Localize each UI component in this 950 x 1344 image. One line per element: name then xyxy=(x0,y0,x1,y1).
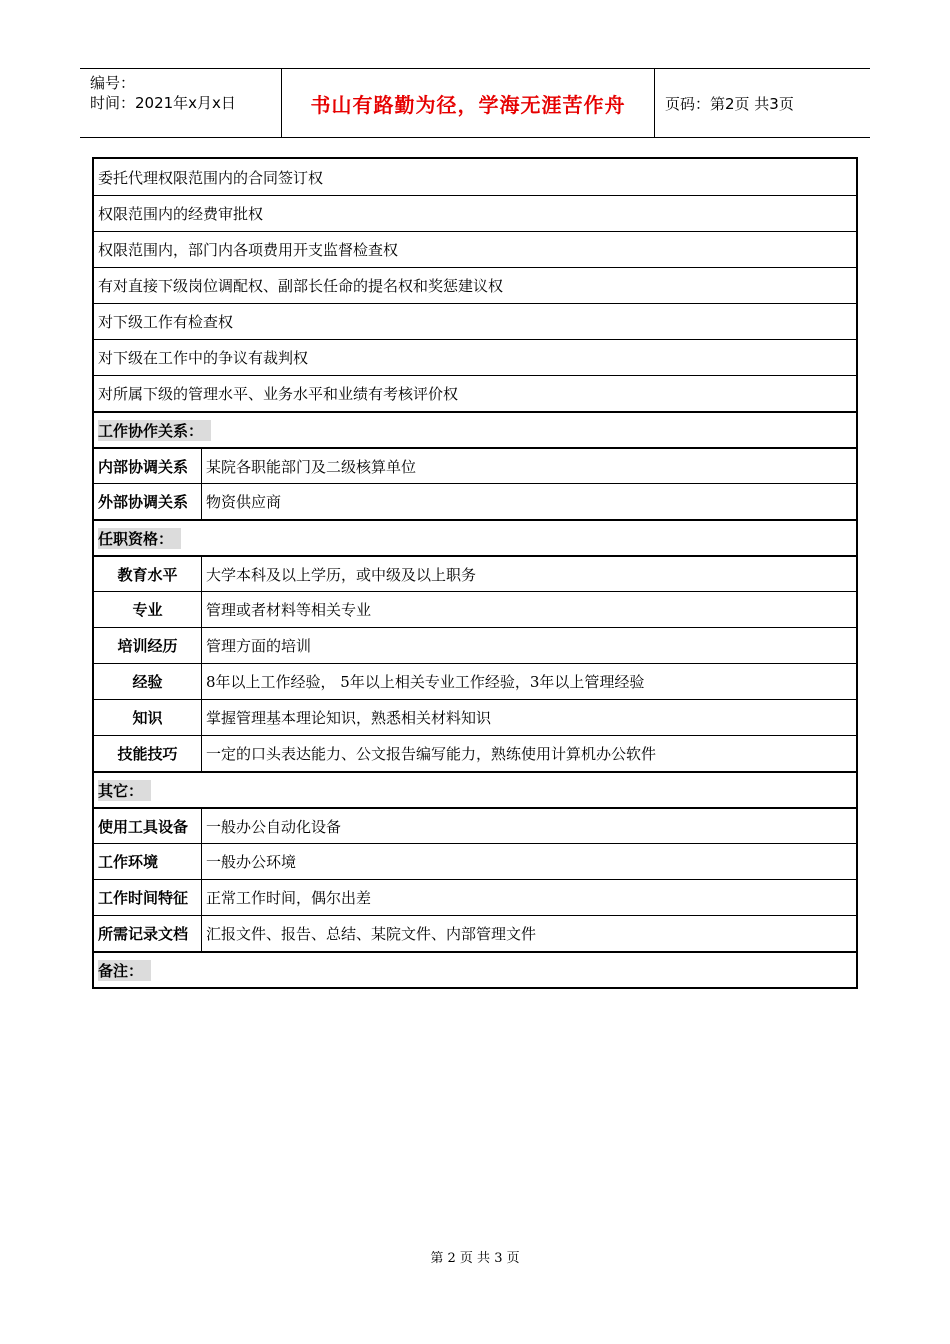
table-row xyxy=(94,843,856,879)
rights-row xyxy=(94,267,856,303)
section-title: 其它： xyxy=(98,780,151,801)
table-row xyxy=(94,447,856,483)
table-row xyxy=(94,483,856,519)
row-value: 掌握管理基本理论知识，熟悉相关材料知识 xyxy=(206,709,492,727)
row-label: 教育水平 xyxy=(94,557,202,591)
header-slogan: 书山有路勤为径，学海无涯苦作舟 xyxy=(310,92,626,117)
row-value: 管理方面的培训 xyxy=(206,637,312,655)
row-value: 物资供应商 xyxy=(206,493,282,511)
header-page-info: 页码：第2页 共3页 xyxy=(665,94,794,113)
row-label: 经验 xyxy=(94,664,202,699)
row-label: 培训经历 xyxy=(94,628,202,663)
section-title: 工作协作关系： xyxy=(98,420,211,441)
row-label: 知识 xyxy=(94,700,202,735)
page-header xyxy=(80,68,870,138)
page-footer: 第 2 页 共 3 页 xyxy=(430,1251,520,1266)
row-value: 某院各职能部门及二级核算单位 xyxy=(206,457,417,476)
section-title: 备注： xyxy=(98,960,151,981)
number-label: 编号： xyxy=(90,74,136,92)
table-row xyxy=(94,555,856,591)
table-row xyxy=(94,627,856,663)
row-label: 外部协调关系 xyxy=(94,484,202,519)
table-row xyxy=(94,915,856,951)
header-slogan-cell xyxy=(282,69,655,137)
job-description-table xyxy=(92,157,858,989)
rights-text: 对下级工作有检查权 xyxy=(98,313,234,331)
row-label: 内部协调关系 xyxy=(94,449,202,483)
rights-row xyxy=(94,303,856,339)
row-value: 正常工作时间，偶尔出差 xyxy=(206,889,372,907)
row-label: 专业 xyxy=(94,592,202,627)
row-value: 汇报文件、报告、总结、某院文件、内部管理文件 xyxy=(206,925,537,943)
row-value: 一般办公环境 xyxy=(206,853,297,871)
rights-text: 有对直接下级岗位调配权、副部长任命的提名权和奖惩建议权 xyxy=(98,277,504,295)
header-meta xyxy=(80,69,282,137)
row-label: 技能技巧 xyxy=(94,736,202,771)
row-label: 工作环境 xyxy=(94,844,202,879)
row-value: 大学本科及以上学历，或中级及以上职务 xyxy=(206,565,477,584)
row-value: 一般办公自动化设备 xyxy=(206,817,342,836)
section-header-qualification xyxy=(94,519,856,555)
time-label: 时间：2021年x月x日 xyxy=(90,94,236,112)
rights-row xyxy=(94,231,856,267)
section-header-other xyxy=(94,771,856,807)
rights-text: 委托代理权限范围内的合同签订权 xyxy=(98,168,324,187)
section-header-cooperation xyxy=(94,411,856,447)
row-value: 管理或者材料等相关专业 xyxy=(206,601,372,619)
row-value: 一定的口头表达能力、公文报告编写能力，熟练使用计算机办公软件 xyxy=(206,745,657,763)
rights-text: 权限范围内的经费审批权 xyxy=(98,205,264,223)
table-row xyxy=(94,807,856,843)
rights-text: 权限范围内，部门内各项费用开支监督检查权 xyxy=(98,241,399,259)
row-label: 使用工具设备 xyxy=(94,809,202,843)
table-row xyxy=(94,735,856,771)
rights-text: 对所属下级的管理水平、业务水平和业绩有考核评价权 xyxy=(98,385,459,403)
rights-row xyxy=(94,195,856,231)
row-value: 8年以上工作经验， 5年以上相关专业工作经验，3年以上管理经验 xyxy=(206,673,645,691)
row-label: 工作时间特征 xyxy=(94,880,202,915)
section-title: 任职资格： xyxy=(98,528,181,549)
table-row xyxy=(94,699,856,735)
table-row xyxy=(94,591,856,627)
table-row xyxy=(94,879,856,915)
table-row xyxy=(94,663,856,699)
rights-row xyxy=(94,159,856,195)
row-label: 所需记录文档 xyxy=(94,916,202,951)
rights-text: 对下级在工作中的争议有裁判权 xyxy=(98,349,309,367)
rights-row xyxy=(94,339,856,375)
rights-row xyxy=(94,375,856,411)
section-header-remarks xyxy=(94,951,856,987)
